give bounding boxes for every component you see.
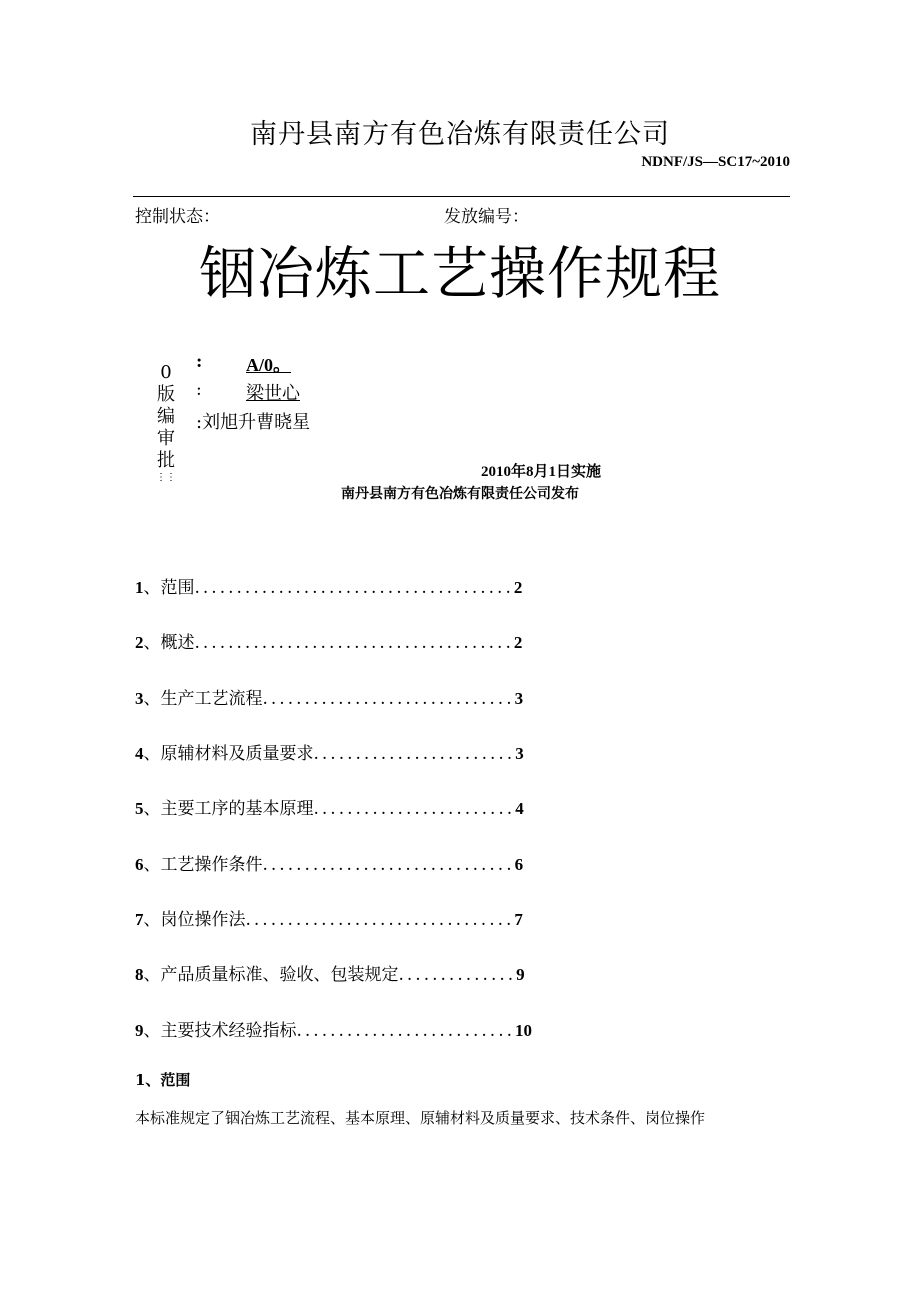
meta-label-version: 版 — [157, 384, 175, 405]
meta-label-editor: 编 — [157, 406, 175, 427]
toc-entry[interactable]: 8、产品质量标准、验收、包装规定..............9 — [135, 965, 525, 985]
version-colon: : — [196, 352, 203, 372]
meta-dots: ⋮⋮ — [156, 472, 176, 483]
toc-entry[interactable]: 4、原辅材料及质量要求........................3 — [135, 744, 524, 764]
meta-label-approver: 批 — [157, 450, 175, 471]
header-rule — [133, 196, 790, 197]
toc-entry[interactable]: 7、岗位操作法................................7 — [135, 910, 523, 930]
publisher-line: 南丹县南方有色冶炼有限责任公司发布 — [341, 486, 579, 502]
editor-value: 梁世心 — [246, 383, 300, 404]
toc-entry[interactable]: 5、主要工序的基本原理........................4 — [135, 799, 524, 819]
approver-value: :刘旭升曹晓星 — [196, 412, 311, 433]
control-status-label: 控制状态： — [135, 207, 220, 227]
meta-label-reviewer: 审 — [157, 428, 175, 449]
toc-entry[interactable]: 6、工艺操作条件..............................6 — [135, 855, 524, 875]
implementation-date: 2010年8月1日实施 — [481, 464, 602, 480]
toc-entry[interactable]: 2、概述......................................2 — [135, 633, 523, 653]
document-code: NDNF/JS—SC17~2010 — [641, 154, 790, 170]
issue-number-label: 发放编号： — [444, 207, 529, 227]
section-heading: 1、范围 — [135, 1071, 191, 1089]
editor-colon: : — [196, 380, 202, 400]
section-body: 本标准规定了铟冶炼工艺流程、基本原理、原辅材料及质量要求、技术条件、岗位操作 — [135, 1109, 706, 1127]
toc-entry[interactable]: 9、主要技术经验指标..........................10 — [135, 1021, 532, 1041]
company-name: 南丹县南方有色冶炼有限责任公司 — [250, 119, 670, 150]
toc-entry[interactable]: 1、范围......................................2 — [135, 578, 523, 598]
toc-entry[interactable]: 3、生产工艺流程..............................3 — [135, 689, 524, 709]
meta-label-0: 0 — [160, 362, 172, 383]
meta-vertical-labels — [155, 362, 177, 484]
version-value: A/0。 — [246, 355, 291, 375]
document-title: 铟冶炼工艺操作规程 — [199, 241, 721, 307]
